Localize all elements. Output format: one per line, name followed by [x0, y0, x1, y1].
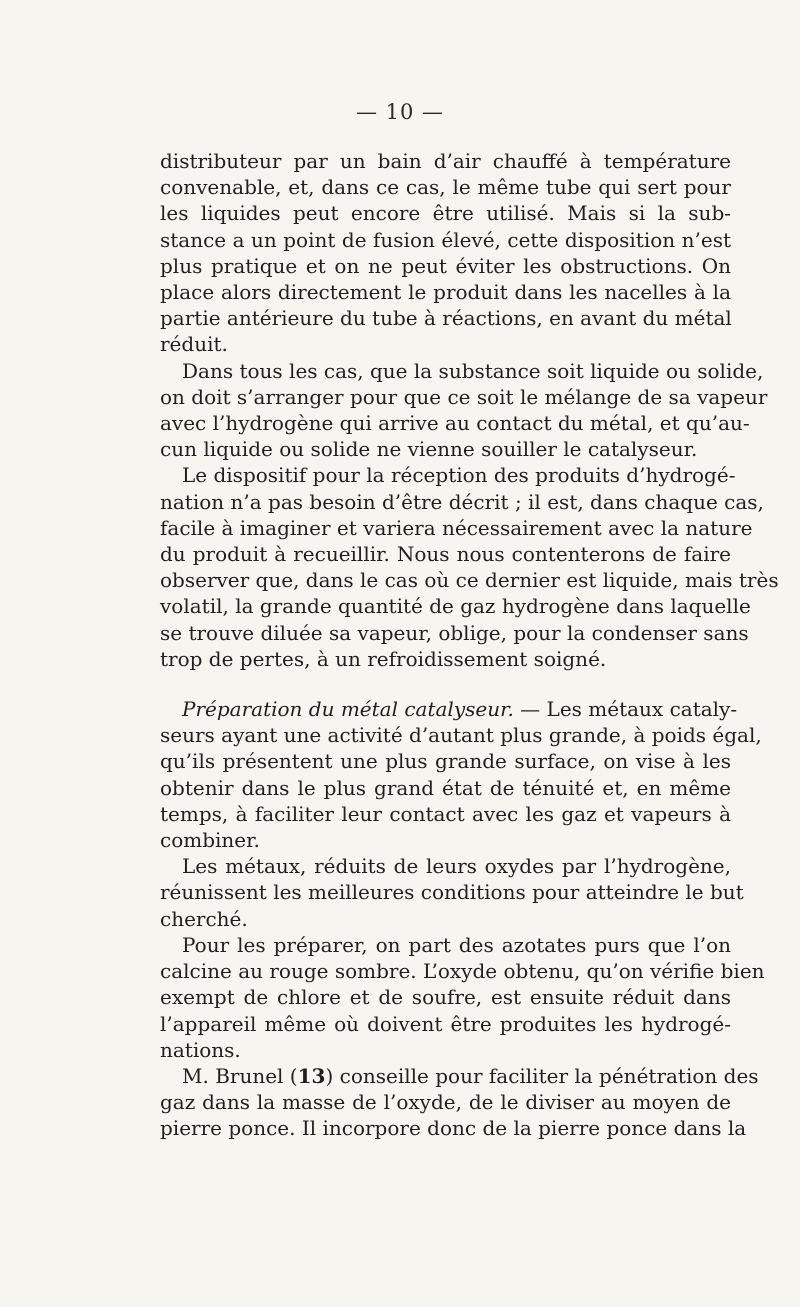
text-line: combiner. [160, 828, 260, 853]
page-number: — 10 — [355, 100, 445, 124]
text-line: on doit s’arranger pour que ce soit le mélange de sa vapeur [160, 384, 768, 409]
paragraph-6 [160, 932, 765, 1063]
text-line: l’appareil même où doivent être produites les hydrogé- [160, 1011, 731, 1036]
text-line: nation n’a pas besoin d’être décrit ; il est, dans chaque cas, [160, 489, 764, 514]
text-line: facile à imaginer et variera nécessairement avec la nature [160, 515, 753, 540]
citation-trail: ) conseille pour faciliter la pénétration des [325, 1063, 759, 1088]
text-line: place alors directement le produit dans les nacelles à la [160, 280, 731, 305]
text-line: Le dispositif pour la réception des produits d’hydrogé- [182, 463, 736, 488]
text-line [160, 1063, 759, 1089]
text-line: avec l’hydrogène qui arrive au contact du métal, et qu’au- [160, 411, 750, 436]
text-line: Dans tous les cas, que la substance soit liquide ou solide, [182, 358, 764, 383]
text-line: cherché. [160, 906, 248, 931]
text-line: Pour les préparer, on part des azotates purs que l’on [182, 932, 731, 957]
text-line: réduit. [160, 332, 228, 357]
text-line: calcine au rouge sombre. L’oxyde obtenu, qu’on vérifie bien [160, 959, 765, 984]
text-line: stance a un point de fusion élevé, cette disposition n’est [160, 227, 731, 252]
text-line: réunissent les meilleures conditions pour atteindre le but [160, 880, 744, 905]
text-line: seurs ayant une activité d’autant plus grande, à poids égal, [160, 723, 762, 748]
section-title: Préparation du métal catalyseur. [182, 697, 514, 722]
text-line: Les métaux, réduits de leurs oxydes par l’hydrogène, [182, 854, 731, 879]
text-line: exempt de chlore et de soufre, est ensuite réduit dans [160, 985, 731, 1010]
text-line: gaz dans la masse de l’oxyde, de le diviser au moyen de [160, 1090, 731, 1115]
text-line: nations. [160, 1037, 241, 1062]
paragraph-7 [160, 1063, 759, 1142]
text-line: volatil, la grande quantité de gaz hydrogène dans laquelle [160, 594, 751, 619]
citation-reference: 13 [297, 1063, 326, 1088]
body-text [160, 148, 779, 1142]
section-spacer [160, 672, 731, 696]
text-line: pierre ponce. Il incorpore donc de la pierre ponce dans la [160, 1116, 747, 1141]
text-line: temps, à faciliter leur contact avec les gaz et vapeurs à [160, 801, 731, 826]
section-dash: — [513, 697, 547, 722]
section-paragraph [160, 696, 762, 853]
text-line: distributeur par un bain d’air chauffé à température [160, 149, 731, 173]
text-line: se trouve diluée sa vapeur, oblige, pour la condenser sans [160, 620, 749, 645]
citation-lead: M. Brunel ( [182, 1063, 298, 1088]
text-line: partie antérieure du tube à réactions, en avant du métal [160, 306, 732, 331]
text-line: du produit à recueillir. Nous nous contenterons de faire [160, 542, 731, 567]
text-line: obtenir dans le plus grand état de ténuité et, en même [160, 775, 731, 800]
paragraph-1 [160, 148, 731, 358]
text-line: qu’ils présentent une plus grande surface, on vise à les [160, 749, 731, 774]
text-line: cun liquide ou solide ne vienne souiller le catalyseur. [160, 437, 698, 462]
text-line: les liquides peut encore être utilisé. Mais si la sub- [160, 201, 731, 226]
paragraph-2 [160, 358, 768, 463]
text-line: observer que, dans le cas où ce dernier est liquide, mais très [160, 568, 779, 593]
paragraph-3 [160, 462, 779, 672]
text-line [160, 696, 738, 722]
text-line: convenable, et, dans ce cas, le même tube qui sert pour [160, 175, 731, 200]
text-line: plus pratique et on ne peut éviter les obstructions. On [160, 253, 731, 278]
paragraph-5 [160, 853, 744, 932]
section-first-line-rest: Les métaux cataly- [546, 697, 738, 722]
text-line: trop de pertes, à un refroidissement soigné. [160, 646, 607, 671]
